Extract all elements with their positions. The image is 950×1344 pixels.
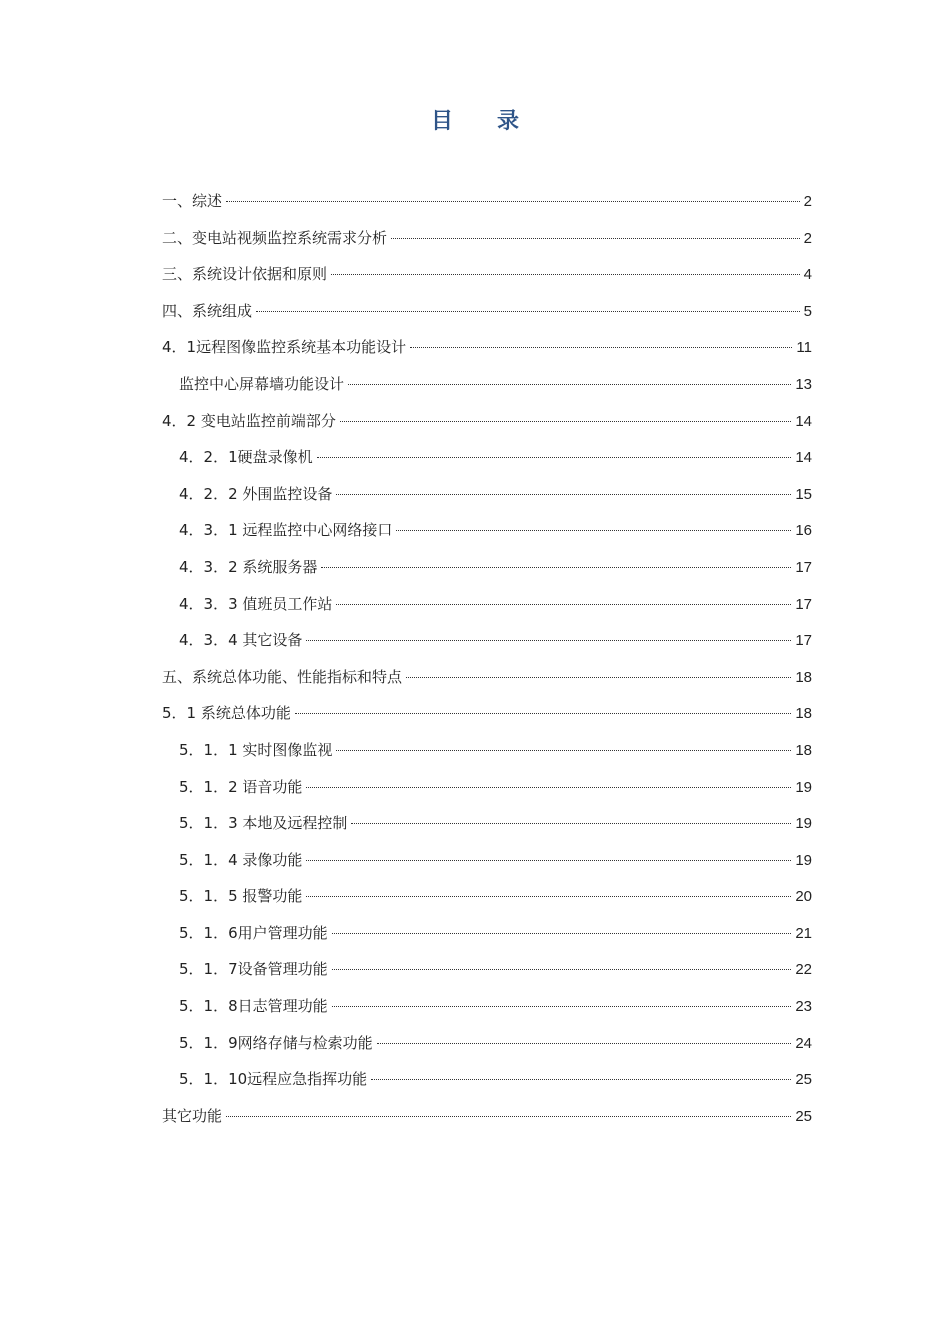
toc-entry-text: 4．2 变电站监控前端部分 bbox=[162, 411, 336, 430]
toc-entry-text: 一、综述 bbox=[162, 192, 223, 210]
toc-entry[interactable] bbox=[162, 732, 812, 769]
toc-entry[interactable] bbox=[162, 622, 812, 659]
toc-entry-text: 5．1 系统总体功能 bbox=[162, 704, 291, 723]
toc-entry[interactable] bbox=[162, 549, 812, 586]
toc-page-number: 24 bbox=[795, 1034, 812, 1052]
toc-entry-text: 4．3．3 值班员工作站 bbox=[179, 594, 333, 613]
toc-entry[interactable] bbox=[162, 476, 812, 513]
toc-entry[interactable] bbox=[162, 293, 812, 330]
toc-entry-text: 监控中心屏幕墙功能设计 bbox=[179, 374, 345, 393]
toc-dot-leader bbox=[336, 750, 791, 751]
toc-dot-leader bbox=[306, 640, 791, 641]
toc-entry[interactable] bbox=[162, 805, 812, 842]
toc-entry[interactable] bbox=[162, 659, 812, 696]
toc-entry[interactable] bbox=[162, 1025, 812, 1062]
toc-page-number: 11 bbox=[796, 339, 812, 357]
toc-entry[interactable] bbox=[162, 988, 812, 1025]
toc-entry[interactable] bbox=[162, 842, 812, 879]
toc-page-number: 16 bbox=[795, 522, 812, 540]
toc-page-number: 17 bbox=[795, 558, 812, 576]
toc-page-number: 18 bbox=[795, 741, 812, 759]
toc-entry[interactable] bbox=[162, 329, 812, 366]
toc-page-number: 19 bbox=[795, 778, 812, 796]
toc-entry[interactable] bbox=[162, 1061, 812, 1098]
toc-dot-leader bbox=[406, 677, 791, 678]
toc-page-number: 15 bbox=[795, 485, 812, 503]
toc-entry-text: 4．3．2 系统服务器 bbox=[179, 557, 318, 576]
toc-entry[interactable] bbox=[162, 951, 812, 988]
toc-page-number: 18 bbox=[795, 705, 812, 723]
toc-dot-leader bbox=[336, 494, 791, 495]
toc-entry-text: 5．1．2 语音功能 bbox=[179, 777, 303, 796]
toc-dot-leader bbox=[332, 933, 792, 934]
toc-entry-text: 5．1．5 报警功能 bbox=[179, 887, 303, 906]
toc-entry-text: 5．1．4 录像功能 bbox=[179, 850, 303, 869]
toc-dot-leader bbox=[377, 1043, 792, 1044]
toc-entry[interactable] bbox=[162, 183, 812, 220]
toc-dot-leader bbox=[396, 530, 791, 531]
toc-entry[interactable] bbox=[162, 403, 812, 440]
toc-page-number: 14 bbox=[795, 449, 812, 467]
toc-page-number: 19 bbox=[795, 851, 812, 869]
toc-entry-text: 5．1．7设备管理功能 bbox=[179, 960, 328, 979]
toc-entry-text: 三、系统设计依据和原则 bbox=[162, 265, 328, 284]
toc-page-number: 4 bbox=[803, 266, 812, 284]
toc-dot-leader bbox=[306, 860, 791, 861]
toc-entry-text: 5．1．3 本地及远程控制 bbox=[179, 814, 348, 833]
toc-entry-text: 四、系统组成 bbox=[162, 301, 253, 320]
toc-entry-text: 5．1．1 实时图像监视 bbox=[179, 740, 333, 759]
toc-page-number: 14 bbox=[795, 412, 812, 430]
toc-entry[interactable] bbox=[162, 1098, 812, 1135]
toc-dot-leader bbox=[306, 787, 791, 788]
toc-entry[interactable] bbox=[162, 512, 812, 549]
toc-entry-text: 5．1．8日志管理功能 bbox=[179, 997, 328, 1016]
toc-page-number: 17 bbox=[795, 595, 812, 613]
toc-entry[interactable] bbox=[162, 220, 812, 257]
toc-dot-leader bbox=[321, 567, 791, 568]
toc-entry[interactable] bbox=[162, 586, 812, 623]
toc-entry-text: 其它功能 bbox=[162, 1106, 223, 1125]
toc-dot-leader bbox=[410, 347, 792, 348]
toc-dot-leader bbox=[348, 384, 791, 385]
toc-dot-leader bbox=[256, 311, 800, 312]
toc-entry[interactable] bbox=[162, 256, 812, 293]
toc-dot-leader bbox=[332, 1006, 792, 1007]
toc-page-number: 2 bbox=[803, 229, 812, 247]
toc-dot-leader bbox=[351, 823, 791, 824]
toc-dot-leader bbox=[336, 604, 791, 605]
toc-page-number: 5 bbox=[803, 302, 812, 320]
toc-page-number: 21 bbox=[795, 924, 812, 942]
toc-dot-leader bbox=[340, 421, 791, 422]
toc-entry-text: 4．2．1硬盘录像机 bbox=[179, 448, 313, 467]
toc-dot-leader bbox=[306, 896, 791, 897]
toc-entry-text: 二、变电站视频监控系统需求分析 bbox=[162, 228, 388, 247]
toc-entry-text: 4．3．4 其它设备 bbox=[179, 631, 303, 650]
toc-entry-text: 5．1．9网络存储与检索功能 bbox=[179, 1033, 373, 1052]
toc-dot-leader bbox=[391, 238, 800, 239]
toc-entry-text: 5．1．10远程应急指挥功能 bbox=[179, 1070, 368, 1089]
toc-entry[interactable] bbox=[162, 366, 812, 403]
toc-page-number: 18 bbox=[795, 668, 812, 686]
toc-page-number: 19 bbox=[795, 815, 812, 833]
toc-entry-text: 4．3．1 远程监控中心网络接口 bbox=[179, 521, 393, 540]
toc-page-number: 23 bbox=[795, 998, 812, 1016]
toc-entry-text: 4．2．2 外围监控设备 bbox=[179, 484, 333, 503]
toc-page-number: 25 bbox=[795, 1107, 812, 1125]
toc-page-number: 22 bbox=[795, 961, 812, 979]
toc-dot-leader bbox=[295, 713, 791, 714]
toc-entry[interactable] bbox=[162, 769, 812, 806]
toc-entry[interactable] bbox=[162, 439, 812, 476]
toc-list bbox=[162, 183, 812, 1134]
toc-dot-leader bbox=[317, 457, 792, 458]
toc-page-number: 17 bbox=[795, 632, 812, 650]
toc-entry[interactable] bbox=[162, 915, 812, 952]
toc-entry-text: 5．1．6用户管理功能 bbox=[179, 923, 328, 942]
toc-page-number: 2 bbox=[803, 193, 812, 210]
toc-entry-text: 4．1远程图像监控系统基本功能设计 bbox=[162, 338, 407, 357]
toc-entry[interactable] bbox=[162, 695, 812, 732]
page-title: 目 录 bbox=[430, 108, 519, 134]
toc-dot-leader bbox=[331, 274, 800, 275]
toc-page-number: 20 bbox=[795, 888, 812, 906]
toc-dot-leader bbox=[371, 1079, 791, 1080]
toc-entry[interactable] bbox=[162, 878, 812, 915]
toc-dot-leader bbox=[226, 1116, 791, 1117]
toc-entry-text: 五、系统总体功能、性能指标和特点 bbox=[162, 667, 403, 686]
toc-dot-leader bbox=[226, 201, 800, 202]
toc-page-number: 13 bbox=[795, 375, 812, 393]
toc-dot-leader bbox=[332, 969, 792, 970]
toc-page-number: 25 bbox=[795, 1071, 812, 1089]
